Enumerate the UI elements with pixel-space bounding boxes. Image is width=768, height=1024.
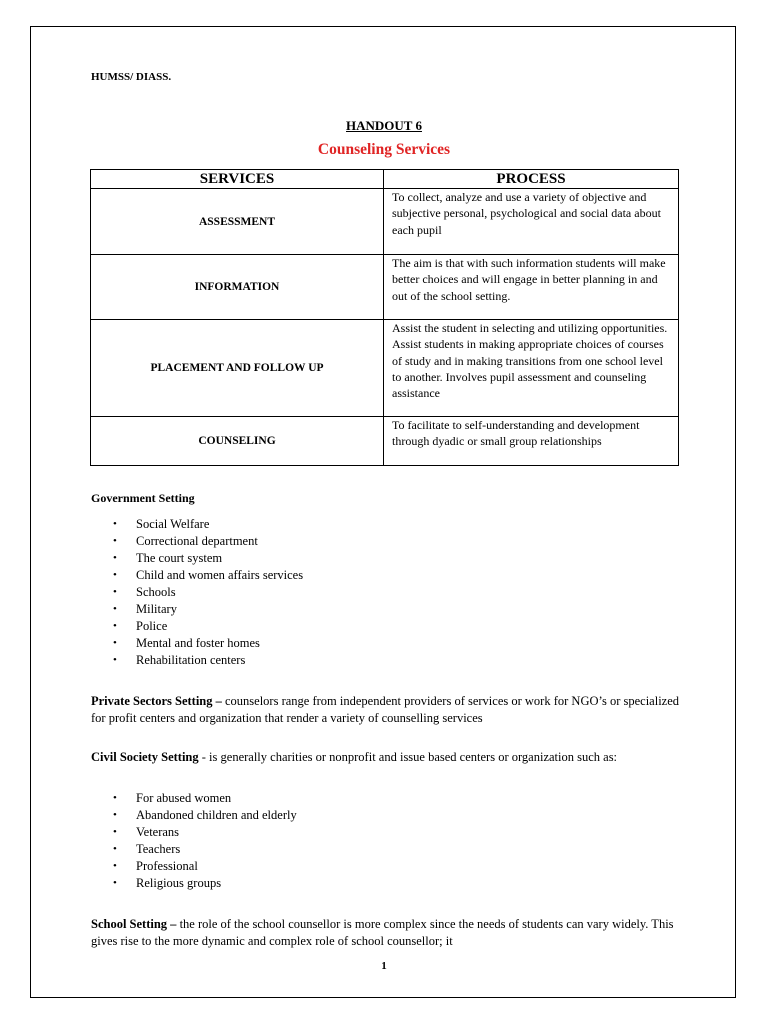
school-setting-text: the role of the school counsellor is more complex since the needs of students can vary widely. This gives rise to the more dynamic and complex role of school counsellor; it [91,917,674,948]
bullet-icon: • [113,569,117,581]
school-setting-paragraph [91,916,681,950]
bullet-icon: • [113,552,117,564]
list-item: • For abused women [113,791,232,805]
bullet-icon: • [113,603,117,615]
list-item: • Military [113,602,177,616]
bullet-icon: • [113,654,117,666]
school-setting-term: School Setting – [91,917,177,931]
column-header-process: PROCESS [384,170,679,189]
bullet-icon: • [113,518,117,530]
list-item: • Child and women affairs services [113,568,304,582]
bullet-icon: • [113,809,117,821]
column-header-services: SERVICES [91,170,384,189]
list-item: • Rehabilitation centers [113,653,246,667]
service-cell: ASSESSMENT [91,189,384,255]
table-row [91,320,679,417]
list-item: • Teachers [113,842,181,856]
bullet-icon: • [113,877,117,889]
bullet-icon: • [113,586,117,598]
private-sector-term: Private Sectors Setting – [91,694,222,708]
list-item: • Veterans [113,825,180,839]
civil-society-term: Civil Society Setting [91,750,199,764]
list-item: • Abandoned children and elderly [113,808,297,822]
table-header-row [91,170,679,189]
civil-society-list [91,790,297,892]
list-item: • Social Welfare [113,517,210,531]
list-item: • Professional [113,859,198,873]
process-cell: The aim is that with such information students will make better choices and will engage in better planning in and out of the school setting. [384,255,679,320]
list-item: • Correctional department [113,534,258,548]
page-number: 1 [381,960,387,972]
bullet-icon: • [113,637,117,649]
service-cell: INFORMATION [91,255,384,320]
bullet-icon: • [113,535,117,547]
civil-society-text: - is generally charities or nonprofit and issue based centers or organization such as: [198,750,618,764]
list-item: • The court system [113,551,223,565]
course-code: HUMSS/ DIASS. [91,71,172,83]
services-table [90,169,679,466]
process-cell: To collect, analyze and use a variety of objective and subjective personal, psychological and social data about each pupil [384,189,679,255]
process-cell: Assist the student in selecting and utilizing opportunities. Assist students in making appropriate choices of courses of study and in making transitions from one school level to another. Involves pupil assessment and counseling assistance [384,320,679,417]
list-item: • Schools [113,585,176,599]
service-cell: COUNSELING [91,417,384,466]
private-sector-text: counselors range from independent providers of services or work for NGO’s or specialized for profit centers and organization that render a variety of counselling services [91,694,680,725]
bullet-icon: • [113,860,117,872]
bullet-icon: • [113,826,117,838]
bullet-icon: • [113,843,117,855]
table-row [91,255,679,320]
service-cell: PLACEMENT AND FOLLOW UP [91,320,384,417]
list-item: • Mental and foster homes [113,636,260,650]
table-row [91,189,679,255]
page-title: Counseling Services [317,141,451,158]
bullet-icon: • [113,792,117,804]
list-item: • Religious groups [113,876,222,890]
bullet-icon: • [113,620,117,632]
government-setting-heading: Government Setting [91,491,195,505]
handout-title: HANDOUT 6 [346,118,422,133]
civil-society-paragraph [91,749,681,766]
table-row [91,417,679,466]
government-setting-list [91,516,303,669]
list-item: • Police [113,619,168,633]
private-sector-paragraph [91,693,681,727]
process-cell: To facilitate to self-understanding and development through dyadic or small group relationships [384,417,679,466]
